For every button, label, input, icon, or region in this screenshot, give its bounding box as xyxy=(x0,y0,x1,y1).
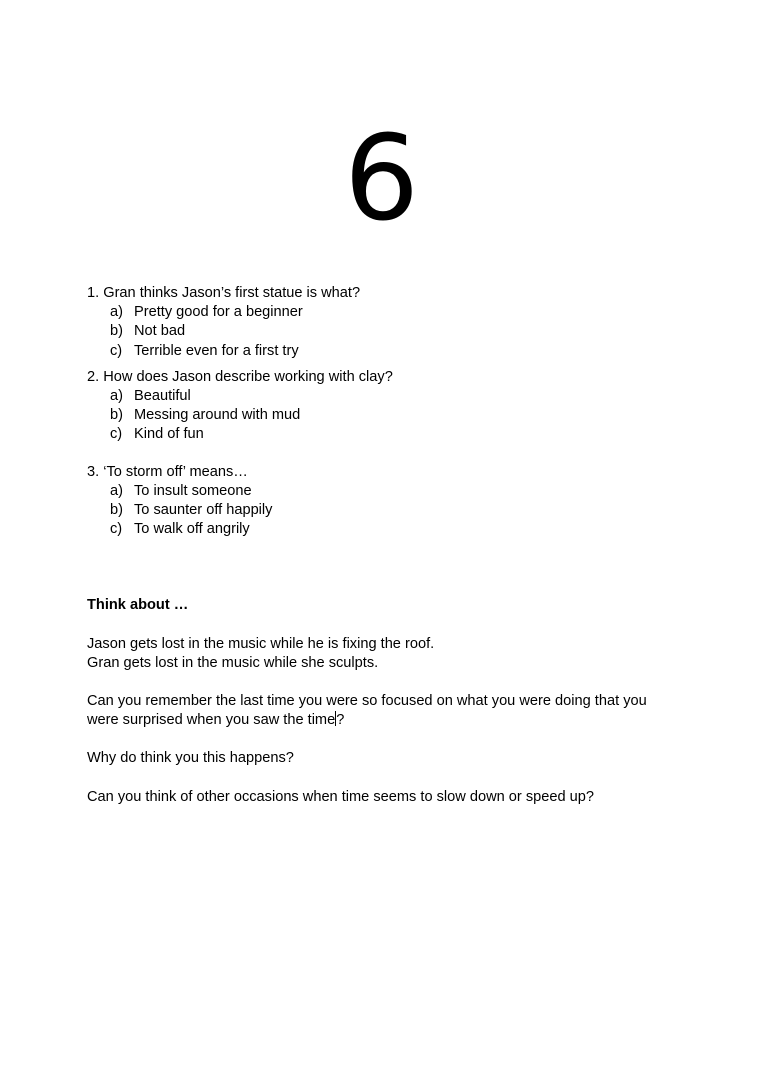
question-2 xyxy=(87,368,687,445)
option-letter: b) xyxy=(110,407,123,424)
option-a[interactable] xyxy=(87,387,687,406)
document-body[interactable] xyxy=(87,284,687,826)
option-text: Pretty good for a beginner xyxy=(134,304,303,321)
option-b[interactable] xyxy=(87,406,687,425)
paragraph-other-occasions[interactable] xyxy=(87,788,687,807)
option-letter: c) xyxy=(110,342,123,359)
text-line: Jason gets lost in the music while he is fixing the roof. xyxy=(87,635,435,652)
option-c[interactable] xyxy=(87,425,687,444)
option-b[interactable] xyxy=(87,322,687,341)
question-3 xyxy=(87,463,687,540)
option-text: Terrible even for a first try xyxy=(134,342,299,359)
question-1 xyxy=(87,284,687,361)
option-text: To insult someone xyxy=(134,482,252,499)
option-text: Not bad xyxy=(134,323,186,340)
paragraph-remember-time[interactable] xyxy=(87,692,687,730)
paragraph-why[interactable] xyxy=(87,749,687,768)
question-2-text[interactable]: 2. How does Jason describe working with clay? xyxy=(87,368,393,385)
question-2-options xyxy=(87,387,687,445)
option-text: Kind of fun xyxy=(134,426,204,443)
text-line: Can you remember the last time you were so focused on what you were doing that you xyxy=(87,693,647,710)
option-a[interactable] xyxy=(87,303,687,322)
option-letter: c) xyxy=(110,521,123,538)
text-line-end: ? xyxy=(336,712,345,729)
option-a[interactable] xyxy=(87,482,687,501)
option-letter: a) xyxy=(110,388,123,405)
think-about-heading[interactable]: Think about … xyxy=(87,597,189,614)
option-text: To walk off angrily xyxy=(134,521,250,538)
option-text: To saunter off happily xyxy=(134,502,273,519)
option-b[interactable] xyxy=(87,501,687,520)
option-letter: a) xyxy=(110,482,123,499)
option-letter: b) xyxy=(110,502,123,519)
page-number: 6 xyxy=(343,109,418,247)
option-c[interactable] xyxy=(87,342,687,361)
question-3-options xyxy=(87,482,687,540)
option-text: Messing around with mud xyxy=(134,407,301,424)
paragraph-lost-in-music[interactable] xyxy=(87,635,687,673)
option-text: Beautiful xyxy=(134,388,191,405)
text-line: were surprised when you saw the time xyxy=(87,712,336,729)
question-1-text[interactable]: 1. Gran thinks Jason’s first statue is what? xyxy=(87,285,361,301)
question-1-options xyxy=(87,303,687,361)
text-line: Gran gets lost in the music while she sculpts. xyxy=(87,654,379,671)
option-letter: a) xyxy=(110,304,123,321)
text-line: Why do think you this happens? xyxy=(87,750,294,767)
option-c[interactable] xyxy=(87,520,687,539)
question-3-text[interactable]: 3. ‘To storm off’ means… xyxy=(87,463,248,480)
option-letter: c) xyxy=(110,426,123,443)
text-line: Can you think of other occasions when time seems to slow down or speed up? xyxy=(87,788,595,805)
option-letter: b) xyxy=(110,323,123,340)
